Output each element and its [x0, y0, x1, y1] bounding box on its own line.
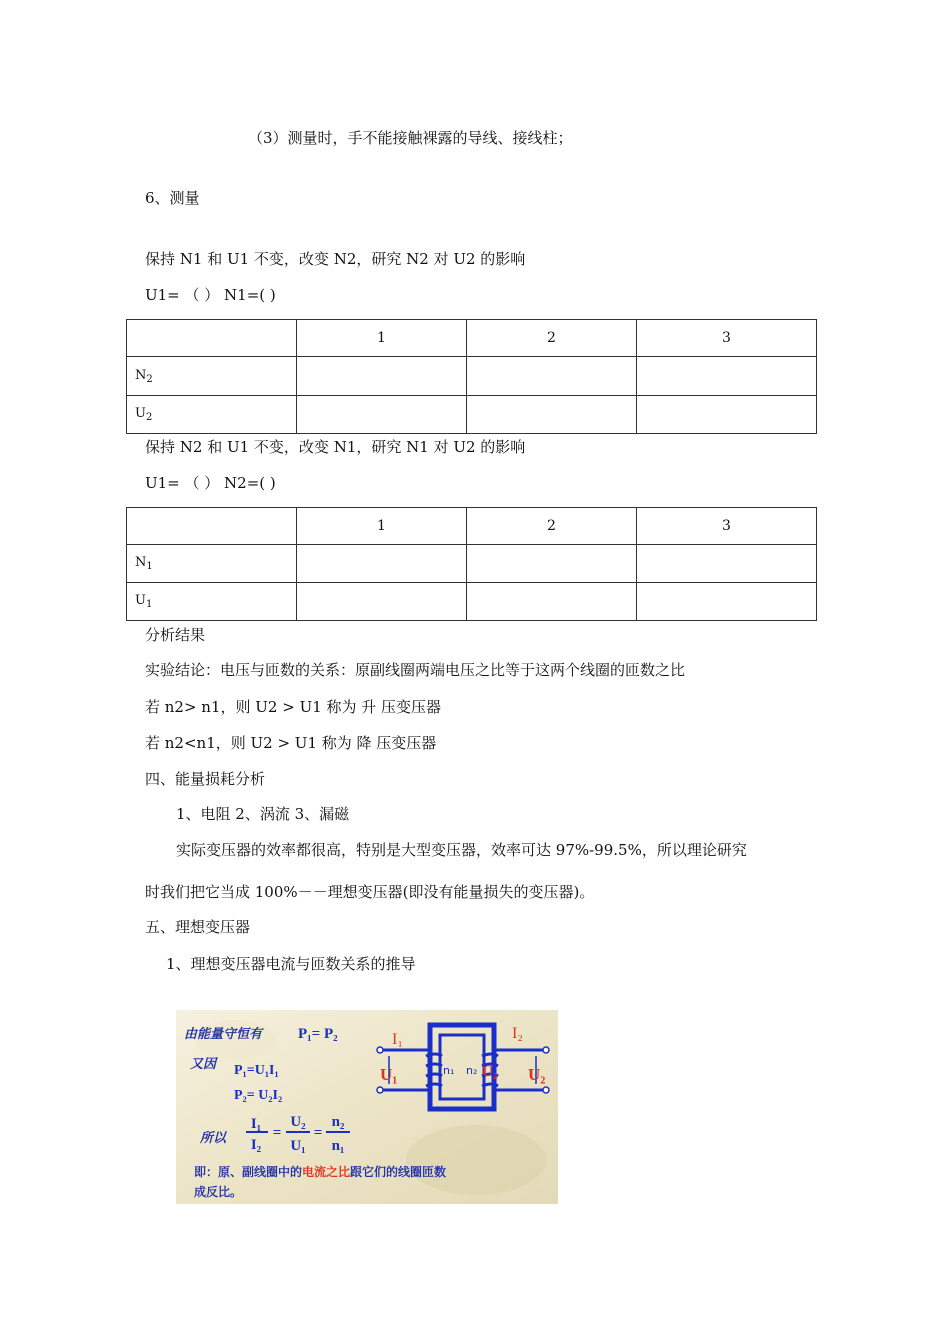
- exp2-title: 保持 N2 和 U1 不变，改变 N1，研究 N1 对 U2 的影响: [145, 438, 526, 456]
- table-cell[interactable]: [637, 583, 817, 621]
- label-n1: n₁: [443, 1064, 455, 1077]
- row-label-n2: $N_2$: [127, 357, 297, 396]
- table-cell[interactable]: [297, 357, 467, 396]
- label-i1: I₁: [392, 1031, 403, 1048]
- step-down-rule: 若 n2<n1，则 U2 > U1 称为 降 压变压器: [145, 734, 437, 752]
- table-cell[interactable]: [297, 396, 467, 434]
- table-row: [127, 545, 817, 583]
- table-cell[interactable]: [467, 357, 637, 396]
- efficiency-text-1: 实际变压器的效率都很高，特别是大型变压器，效率可达 97%-99.5%，所以理论研究: [176, 841, 747, 859]
- terminal-icon: [543, 1087, 549, 1093]
- derivation-heading: 1、理想变压器电流与匝数关系的推导: [166, 955, 416, 973]
- table-cell[interactable]: [467, 545, 637, 583]
- label-n2: n₂: [466, 1064, 478, 1077]
- conclusion-part: 即：原、副线圈中的: [194, 1165, 303, 1179]
- table-cell[interactable]: [637, 545, 817, 583]
- frac-u-numerator: U₂: [290, 1114, 306, 1130]
- background-blot: [406, 1125, 546, 1195]
- exp1-params: U1= （ ） N1=( ): [145, 286, 276, 304]
- table-cell[interactable]: [297, 583, 467, 621]
- row-label-u2: $U_1$: [127, 583, 297, 621]
- label-u2-coil: U₂: [482, 1064, 498, 1080]
- table-vary-n2: [126, 319, 817, 434]
- section-energy-loss: 四、能量损耗分析: [145, 770, 266, 788]
- table-header-row: [127, 320, 817, 357]
- p2-equation: P₂= U₂I₂: [234, 1088, 283, 1103]
- step-up-rule: 若 n2> n1，则 U2 > U1 称为 升 压变压器: [145, 698, 442, 716]
- label-i2: I₂: [512, 1025, 523, 1042]
- table-cell[interactable]: [637, 396, 817, 434]
- table-header-cell: [127, 508, 297, 545]
- table-header-cell: 1: [297, 508, 467, 545]
- terminal-icon: [543, 1047, 549, 1053]
- frac-u-denominator: U₁: [290, 1138, 306, 1154]
- row-label-u2: $U_2$: [127, 396, 297, 434]
- conclusion-highlight: 电流之比: [302, 1165, 351, 1179]
- exp2-params: U1= （ ） N2=( ): [145, 474, 276, 492]
- conclusion-line-2: 成反比。: [194, 1185, 243, 1199]
- exp1-title: 保持 N1 和 U1 不变，改变 N2，研究 N2 对 U2 的影响: [145, 250, 526, 268]
- table-header-cell: 3: [637, 320, 817, 357]
- power-equality: P₁= P₂: [298, 1026, 338, 1042]
- terminal-icon: [377, 1047, 383, 1053]
- table-cell[interactable]: [637, 357, 817, 396]
- therefore-label: 所以: [200, 1131, 227, 1146]
- frac-n-numerator: n₂: [331, 1114, 345, 1130]
- also-label: 又因: [190, 1057, 217, 1072]
- table-header-cell: 1: [297, 320, 467, 357]
- transformer-derivation-figure: [176, 1010, 558, 1204]
- label-u2: U₂: [528, 1065, 546, 1084]
- frac-n-denominator: n₁: [331, 1138, 345, 1154]
- section-ideal-transformer: 五、理想变压器: [145, 918, 251, 936]
- conclusion-part: 跟它们的线圈匝数: [350, 1165, 447, 1179]
- conclusion-line-1: [194, 1164, 446, 1179]
- frac-i-denominator: I₂: [250, 1137, 262, 1153]
- efficiency-text-2: 时我们把它当成 100%－－理想变压器(即没有能量损失的变压器)。: [145, 883, 595, 901]
- table-header-cell: 2: [467, 320, 637, 357]
- measure-note: （3）测量时，手不能接触裸露的导线、接线柱；: [248, 129, 573, 147]
- table-header-cell: 2: [467, 508, 637, 545]
- table-row: [127, 357, 817, 396]
- table-cell[interactable]: [297, 545, 467, 583]
- table-cell[interactable]: [467, 396, 637, 434]
- table-header-cell: [127, 320, 297, 357]
- table-vary-n1: [126, 507, 817, 621]
- frac-i-numerator: I₁: [250, 1116, 262, 1132]
- table-row: [127, 583, 817, 621]
- energy-conservation-label: 由能量守恒有: [184, 1027, 263, 1042]
- table-header-row: [127, 508, 817, 545]
- equals-sign: =: [313, 1125, 323, 1141]
- equals-sign: =: [272, 1125, 282, 1141]
- table-header-cell: 3: [637, 508, 817, 545]
- row-label-n1: $N_1$: [127, 545, 297, 583]
- section-measure: 6、测量: [145, 189, 200, 207]
- table-row: [127, 396, 817, 434]
- terminal-icon: [377, 1087, 383, 1093]
- analysis-heading: 分析结果: [145, 626, 206, 644]
- conclusion-text: 实验结论：电压与匝数的关系：原副线圈两端电压之比等于这两个线圈的匝数之比: [145, 661, 686, 679]
- loss-causes: 1、电阻 2、涡流 3、漏磁: [176, 805, 350, 823]
- label-u1: U₁: [380, 1065, 398, 1084]
- p1-equation: P₁=U₁I₁: [234, 1063, 279, 1078]
- table-cell[interactable]: [467, 583, 637, 621]
